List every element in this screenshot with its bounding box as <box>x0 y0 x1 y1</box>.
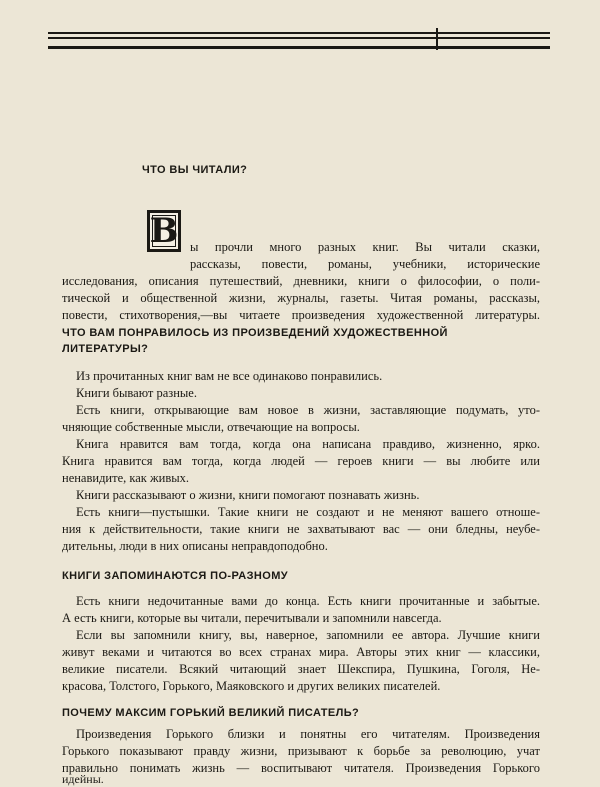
top-rule <box>48 46 550 49</box>
text-line: тической и общественной жизни, журналы, газеты. Читая романы, рассказы, <box>62 291 540 305</box>
vertical-rule <box>436 28 438 50</box>
heading-line: ЧТО ВАМ ПОНРАВИЛОСЬ ИЗ ПРОИЗВЕДЕНИЙ ХУДОЖЕСТВЕННОЙ <box>62 327 448 339</box>
text-line: Есть книги, открывающие вам новое в жизни, заставляющие подумать, уто- <box>76 403 540 417</box>
text-line: Если вы запомнили книгу, вы, наверное, запомнили ее автора. Лучшие книги <box>76 628 540 642</box>
section-heading <box>62 325 448 357</box>
text-line: Произведения Горького близки и понятны его читателям. Произведения <box>76 727 540 741</box>
section-heading: ПОЧЕМУ МАКСИМ ГОРЬКИЙ ВЕЛИКИЙ ПИСАТЕЛЬ? <box>62 707 360 719</box>
text-line: дительны, люди в них описаны неправдоподобно. <box>62 539 328 553</box>
text-line: ы прочли много разных книг. Вы читали сказки, <box>190 240 540 254</box>
text-line: правильно понимать жизнь — воспитывают читателя. Произведения Горького <box>62 761 540 775</box>
section-heading: КНИГИ ЗАПОМИНАЮТСЯ ПО-РАЗНОМУ <box>62 570 289 582</box>
section-heading: ЧТО ВЫ ЧИТАЛИ? <box>142 164 248 176</box>
top-rule <box>48 37 550 39</box>
drop-cap-letter: В <box>147 210 181 252</box>
text-line: Книги бывают разные. <box>76 386 197 400</box>
text-line: Есть книги недочитанные вами до конца. Есть книги прочитанные и забытые. <box>76 594 540 608</box>
text-line: Из прочитанных книг вам не все одинаково понравились. <box>76 369 383 383</box>
text-line: красова, Толстого, Горького, Маяковского и других великих писателей. <box>62 679 441 693</box>
text-line: повести, стихотворения,—вы читаете произведения художественной литературы. <box>62 308 540 322</box>
text-line: исследования, описания путешествий, дневники, книги о философии, о поли- <box>62 274 540 288</box>
text-line: Есть книги—пустышки. Такие книги не создают и не меняют вашего отноше- <box>76 505 540 519</box>
heading-line: ЛИТЕРАТУРЫ? <box>62 343 149 355</box>
text-line: А есть книги, которые вы читали, перечитывали и запомнили навсегда. <box>62 611 442 625</box>
text-line: чняющие собственные мысли, отвечающие на вопросы. <box>62 420 360 434</box>
text-line: рассказы, повести, романы, учебники, исторические <box>190 257 540 271</box>
text-line: Книга нравится вам тогда, когда людей — героев книги — вы любите или <box>62 454 540 468</box>
text-line: Книга нравится вам тогда, когда она написана правдиво, жизненно, ярко. <box>76 437 540 451</box>
text-line: идейны. <box>62 772 104 786</box>
text-line: великие писатели. Всякий читающий знает Шекспира, Пушкина, Гоголя, Не- <box>62 662 540 676</box>
text-line: Горького показывают правду жизни, призывают к борьбе за революцию, учат <box>62 744 540 758</box>
text-line: живут веками и читаются во всех странах мира. Авторы этих книг — классики, <box>62 645 540 659</box>
top-rule <box>48 32 550 34</box>
text-line: ненавидите, как живых. <box>62 471 190 485</box>
text-line: ния к действительности, такие книги не захватывают вас — они бледны, неубе- <box>62 522 540 536</box>
text-line: Книги рассказывают о жизни, книги помогают познавать жизнь. <box>76 488 420 502</box>
